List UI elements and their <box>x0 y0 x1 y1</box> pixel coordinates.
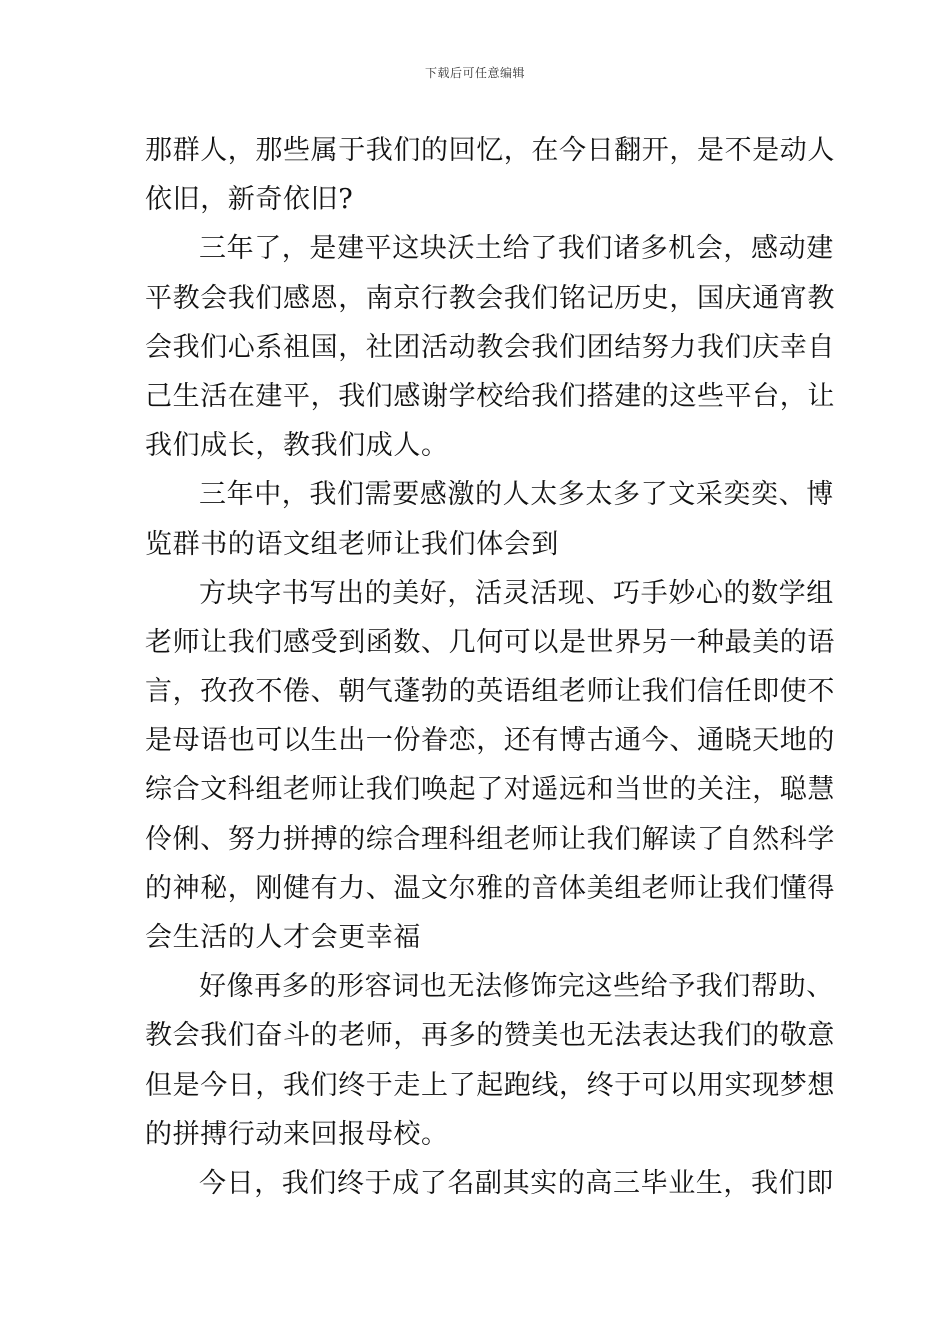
text-line: 的神秘，刚健有力、温文尔雅的音体美组老师让我们懂得 <box>145 872 835 904</box>
text-line: 会我们心系祖国，社团活动教会我们团结努力我们庆幸自 <box>145 331 835 363</box>
text-line: 言，孜孜不倦、朝气蓬勃的英语组老师让我们信任即使不 <box>145 676 835 708</box>
body-text <box>145 126 835 1208</box>
text-line: 三年中，我们需要感激的人太多太多了文采奕奕、博 <box>199 479 834 511</box>
text-line: 览群书的语文组老师让我们体会到 <box>145 528 559 560</box>
text-line: 依旧，新奇依旧? <box>145 184 354 216</box>
text-line: 会生活的人才会更幸福 <box>145 922 421 953</box>
text-line: 综合文科组老师让我们唤起了对遥远和当世的关注，聪慧 <box>145 774 835 806</box>
text-line: 我们成长，教我们成人。 <box>145 430 449 462</box>
text-line: 今日，我们终于成了名副其实的高三毕业生，我们即 <box>199 1167 834 1199</box>
text-line: 好像再多的形容词也无法修饰完这些给予我们帮助、 <box>199 971 834 1003</box>
text-line: 己生活在建平，我们感谢学校给我们搭建的这些平台，让 <box>145 380 835 412</box>
page-header: 下载后可任意编辑 <box>424 66 525 80</box>
text-line: 老师让我们感受到函数、几何可以是世界另一种最美的语 <box>145 626 835 658</box>
text-line: 那群人，那些属于我们的回忆，在今日翻开，是不是动人 <box>145 135 835 166</box>
text-line: 的拼搏行动来回报母校。 <box>145 1118 449 1150</box>
text-line: 是母语也可以生出一份眷恋，还有博古通今、通晓天地的 <box>145 725 835 757</box>
text-line: 三年了，是建平这块沃土给了我们诸多机会，感动建 <box>199 233 834 265</box>
text-line: 方块字书写出的美好，活灵活现、巧手妙心的数学组 <box>199 577 834 609</box>
text-line: 伶俐、努力拼搏的综合理科组老师让我们解读了自然科学 <box>145 823 835 855</box>
text-line: 平教会我们感恩，南京行教会我们铭记历史，国庆通宵教 <box>145 282 835 314</box>
text-line: 教会我们奋斗的老师，再多的赞美也无法表达我们的敬意 <box>145 1020 835 1052</box>
text-line: 但是今日，我们终于走上了起跑线，终于可以用实现梦想 <box>145 1069 835 1101</box>
